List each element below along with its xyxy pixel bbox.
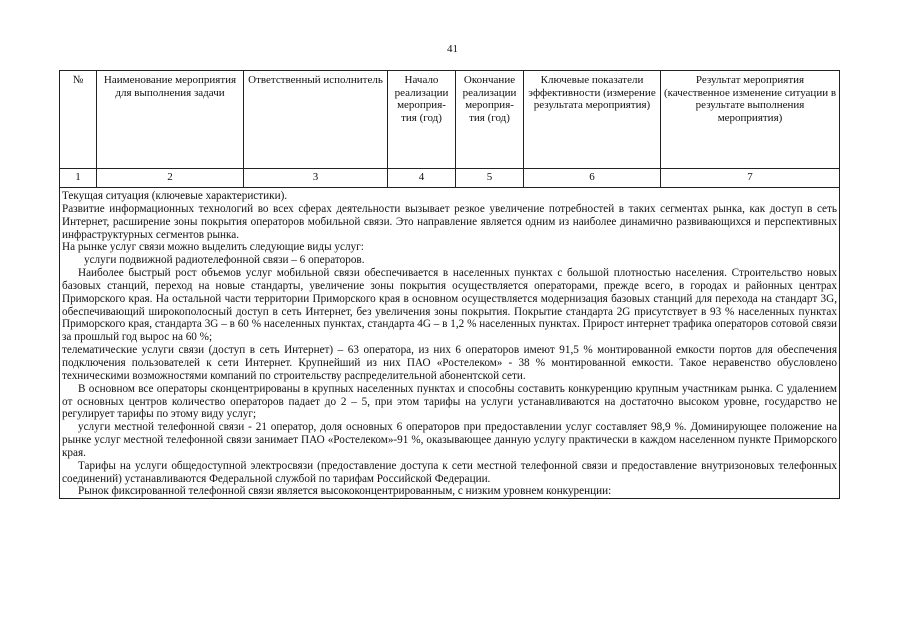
column-number-4: 4: [388, 169, 456, 188]
column-number-3: 3: [244, 169, 388, 188]
paragraph: Развитие информационных технологий во всех сферах деятельности вызывает резкое увеличение потребностей в таких сегментах рынка, как доступ в сеть Интернет, расширение зоны покрытия операторов мобильной связи. Это направление является одним из наиболее динамично развивающихся и перспективных инфраструктурных сегментов рынка.: [62, 202, 837, 241]
column-number-5: 5: [456, 169, 524, 188]
table-header-row: [60, 71, 840, 169]
paragraph: В основном все операторы сконцентрированы в крупных населенных пунктах и способны составить конкуренцию крупным участникам рынка. С удалением от основных центров количество операторов падает до 2 – 5, при этом тарифы на услуги устанавливаются на достаточно высоком уровне, государство не регулирует тарифы по этому виду услуг;: [62, 382, 837, 421]
column-number-7: 7: [661, 169, 840, 188]
header-number: №: [60, 71, 97, 169]
paragraph: услуги подвижной радиотелефонной связи – 6 операторов.: [84, 254, 365, 267]
paragraph: услуги местной телефонной связи - 21 оператор, доля основных 6 операторов при предоставлении услуг составляет 98,9 %. Доминирующее положение на рынке услуг местной телефонной связи занимает ПАО «Ростелеком»-91 %, оказывающее данную услугу практически в каждом населенном пункте Приморского края.: [62, 421, 837, 459]
paragraph-heading: Текущая ситуация (ключевые характеристики).: [62, 190, 288, 202]
page-number: 41: [447, 43, 458, 55]
column-number-1: 1: [60, 169, 97, 188]
table-numbering-row: [60, 169, 840, 188]
plan-table: [59, 70, 840, 499]
header-responsible: Ответственный исполнитель: [244, 71, 388, 169]
column-number-6: 6: [524, 169, 661, 188]
header-end-year: Окончание реализации мероприя-тия (год): [456, 71, 524, 169]
paragraph: Тарифы на услуги общедоступной электросвязи (предоставление доступа к сети местной телефонной связи и предоставление внутризоновых телефонных соединений) устанавливаются Федеральной службой по тарифам Российской Федерации.: [62, 459, 837, 485]
header-start-year: Начало реализации мероприя-тия (год): [388, 71, 456, 169]
header-kpi: Ключевые показатели эффективности (измерение результата мероприятия): [524, 71, 661, 169]
paragraph: Наиболее быстрый рост объемов услуг мобильной связи обеспечивается в населенных пунктах с большой плотностью населения. Строительство новых базовых станций, переход на новые стандарты, увеличение зоны покрытия осуществляется операторами, прежде всего, в городах и районных центрах Приморского края. На остальной части территории Приморского края в основном осуществляется модернизация базовых станций для перехода на стандарт 3G, обеспечивающий широкополосный доступ в сеть Интернет, без увеличения зоны покрытия. Покрытие стандарта 2G присутствует в 93 % населенных пунктах Приморского края, стандарта 3G – в 60 % населенных пунктах, стандарта 4G – в 1,2 % населенных пунктах. Прирост интернет трафика операторов сотовой связи за прошлый год вырос на 60 %;: [62, 267, 837, 344]
paragraph: На рынке услуг связи можно выделить следующие виды услуг:: [62, 241, 364, 254]
header-activity-name: Наименование мероприятия для выполнения задачи: [97, 71, 244, 169]
table-text-row: [60, 188, 840, 499]
column-number-2: 2: [97, 169, 244, 188]
current-situation-cell: [60, 188, 840, 499]
paragraph: Рынок фиксированной телефонной связи является высококонцентрированным, с низким уровнем конкуренции:: [78, 485, 612, 498]
paragraph: телематические услуги связи (доступ в сеть Интернет) – 63 оператора, из них 6 операторов имеют 91,5 % монтированной емкости портов для обеспечения подключения пользователей к сети Интернет. Крупнейший из них ПАО «Ростелеком» - 38 % монтированной емкости. Такое неравенство обусловлено техническими возможностями компаний по строительству распределительной абонентской сети.: [62, 344, 837, 382]
header-result: Результат мероприятия (качественное изменение ситуации в результате выполнения мероприятия): [661, 71, 840, 169]
